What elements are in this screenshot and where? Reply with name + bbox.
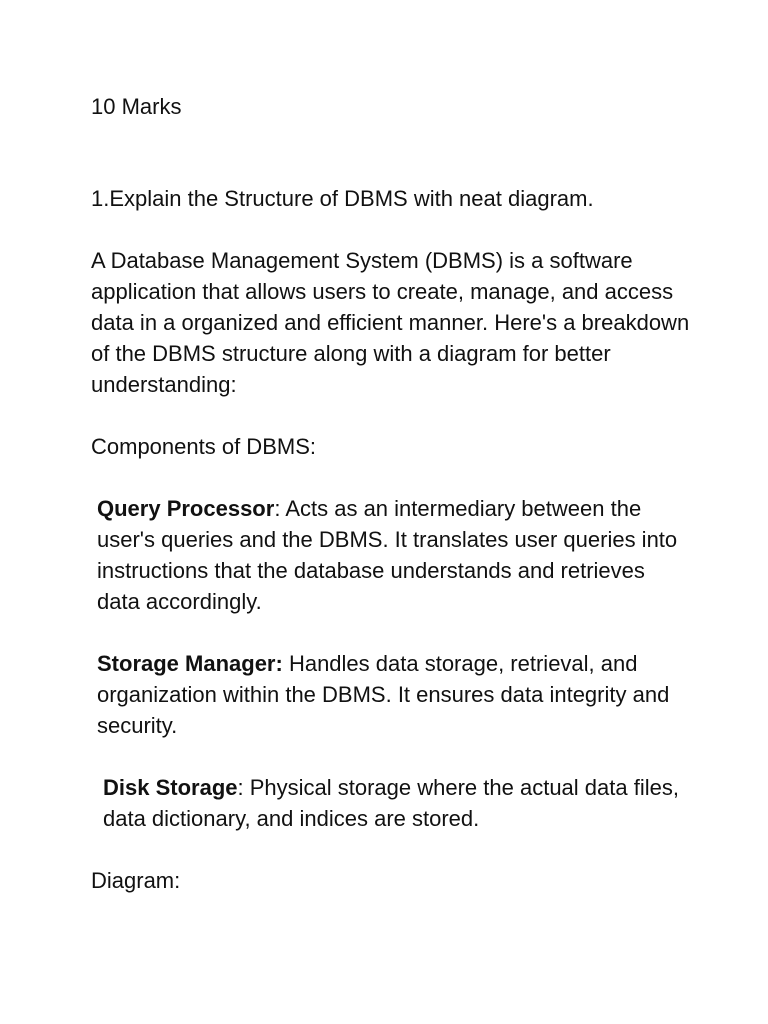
component-query-processor (91, 493, 691, 617)
component-disk-storage (91, 772, 691, 834)
component-storage-manager (91, 648, 691, 741)
component-term: Storage Manager: (97, 651, 283, 676)
diagram-label: Diagram: (91, 868, 181, 893)
components-heading: Components of DBMS: (91, 434, 316, 459)
question-text: 1.Explain the Structure of DBMS with neat diagram. (91, 186, 594, 211)
intro-paragraph: A Database Management System (DBMS) is a software application that allows users to create, manage, and access data in a organized and efficient manner. Here's a breakdown of the DBMS structure along with a diagram for better understanding: (91, 248, 690, 397)
component-description: : Acts as an intermediary between the user's queries and the DBMS. It translates user queries into instructions that the database understands and retrieves data accordingly. (97, 496, 678, 614)
component-description: : Physical storage where the actual data files, data dictionary, and indices are stored. (103, 775, 679, 831)
document-page (91, 91, 691, 896)
component-term: Disk Storage (103, 775, 238, 800)
marks-heading: 10 Marks (91, 94, 182, 119)
component-description: Handles data storage, retrieval, and organization within the DBMS. It ensures data integrity and security. (97, 651, 670, 738)
component-term: Query Processor (97, 496, 275, 521)
